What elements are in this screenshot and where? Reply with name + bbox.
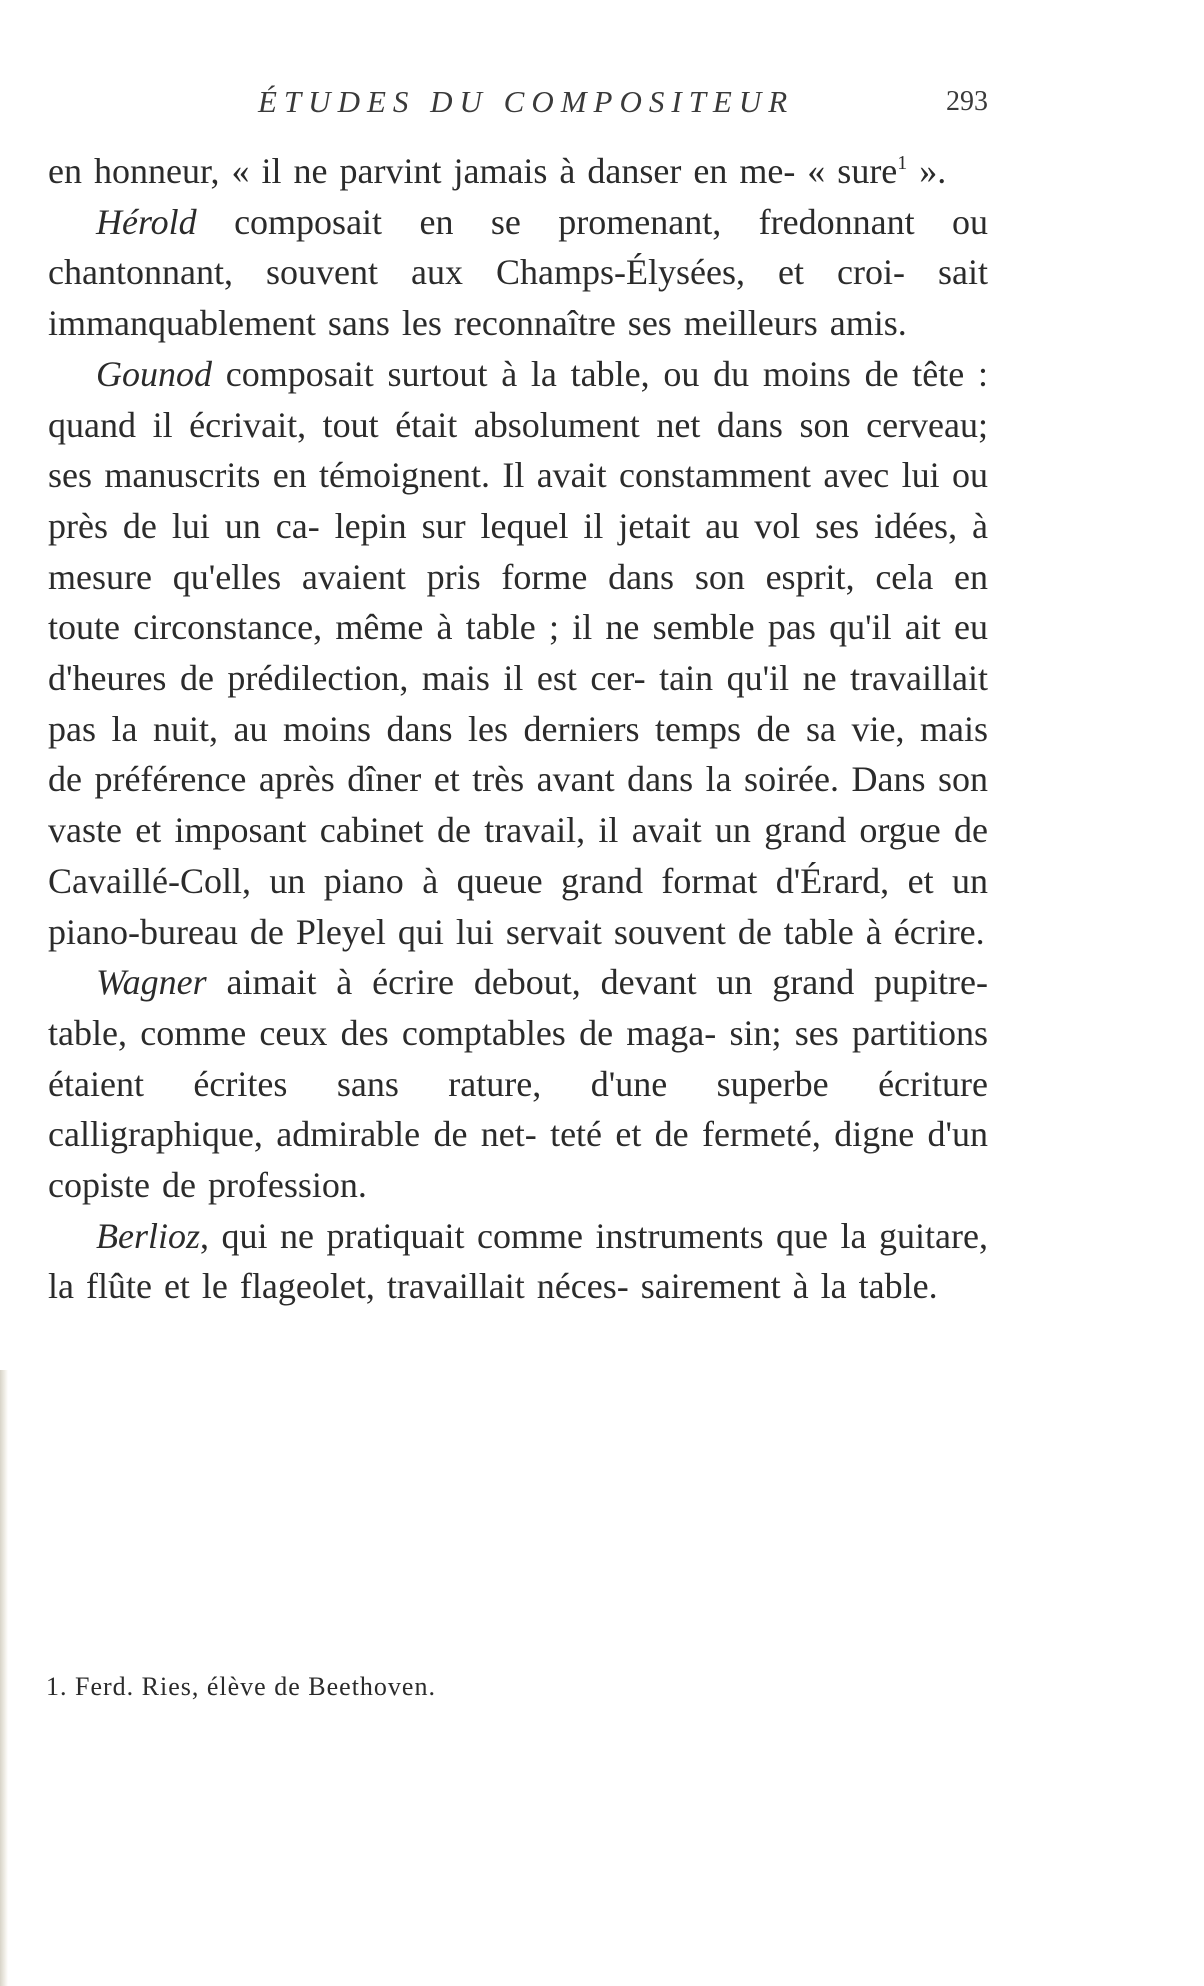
- paragraph-text: composait en se promenant, fredonnant ou chantonnant, souvent aux Champs-Élysées, et croi- sait immanquablement sans les reconnaître ses meilleurs amis.: [48, 201, 988, 344]
- paragraph-text: , qui ne pratiquait comme instruments que la guitare, la flûte et le flageolet, travaillait néces- sairement à la table.: [48, 1215, 988, 1307]
- composer-name-herold: Hérold: [96, 201, 197, 242]
- paragraph-text: composait surtout à la table, ou du moins de tête : quand il écrivait, tout était absolument net dans son cerveau; ses manuscrits en témoignent. Il avait constamment avec lui ou près de lui un ca- lepin sur lequel il jetait au vol ses idées, à mesure qu'elles avaient pris forme dans son esprit, cela en toute circonstance, même à table ; il ne semble pas qu'il ait eu d'heures de prédilection, mais il est cer- tain qu'il ne travaillait pas la nuit, au moins dans les derniers temps de sa vie, mais de préférence après dîner et très avant dans la soirée. Dans son vaste et imposant cabinet de travail, il avait un grand orgue de Cavaillé-Coll, un piano à queue grand format d'Érard, et un piano-bureau de Pleyel qui lui servait souvent de table à écrire.: [48, 353, 988, 952]
- composer-name-wagner: Wagner: [96, 962, 207, 1003]
- body-text: [48, 146, 988, 1312]
- paragraph-text: aimait à écrire debout, devant un grand pupitre-table, comme ceux des comptables de maga- sin; ses partitions étaient écrites sans rature, d'une superbe écriture calligraphique, admirable de net- teté et de fermeté, digne d'un copiste de profession.: [48, 962, 988, 1206]
- footnote-reference: 1: [897, 152, 908, 174]
- page-header: [48, 84, 996, 128]
- footnote: 1. Ferd. Ries, élève de Beethoven.: [46, 1672, 436, 1701]
- running-title: ÉTUDES DU COMPOSITEUR: [258, 84, 795, 119]
- composer-name-gounod: Gounod: [96, 353, 212, 394]
- paragraph-continuation: [48, 146, 988, 197]
- page-edge-shadow: [0, 1370, 8, 1986]
- paragraph-text: en honneur, « il ne parvint jamais à danser en me- « sure: [48, 151, 898, 191]
- paragraph-herold: [48, 197, 988, 349]
- page-number: 293: [946, 86, 988, 117]
- paragraph-gounod: [48, 349, 988, 957]
- paragraph-wagner: [48, 957, 988, 1211]
- paragraph-tail: ».: [907, 151, 947, 191]
- composer-name-berlioz: Berlioz: [96, 1215, 200, 1256]
- paragraph-berlioz: [48, 1211, 988, 1312]
